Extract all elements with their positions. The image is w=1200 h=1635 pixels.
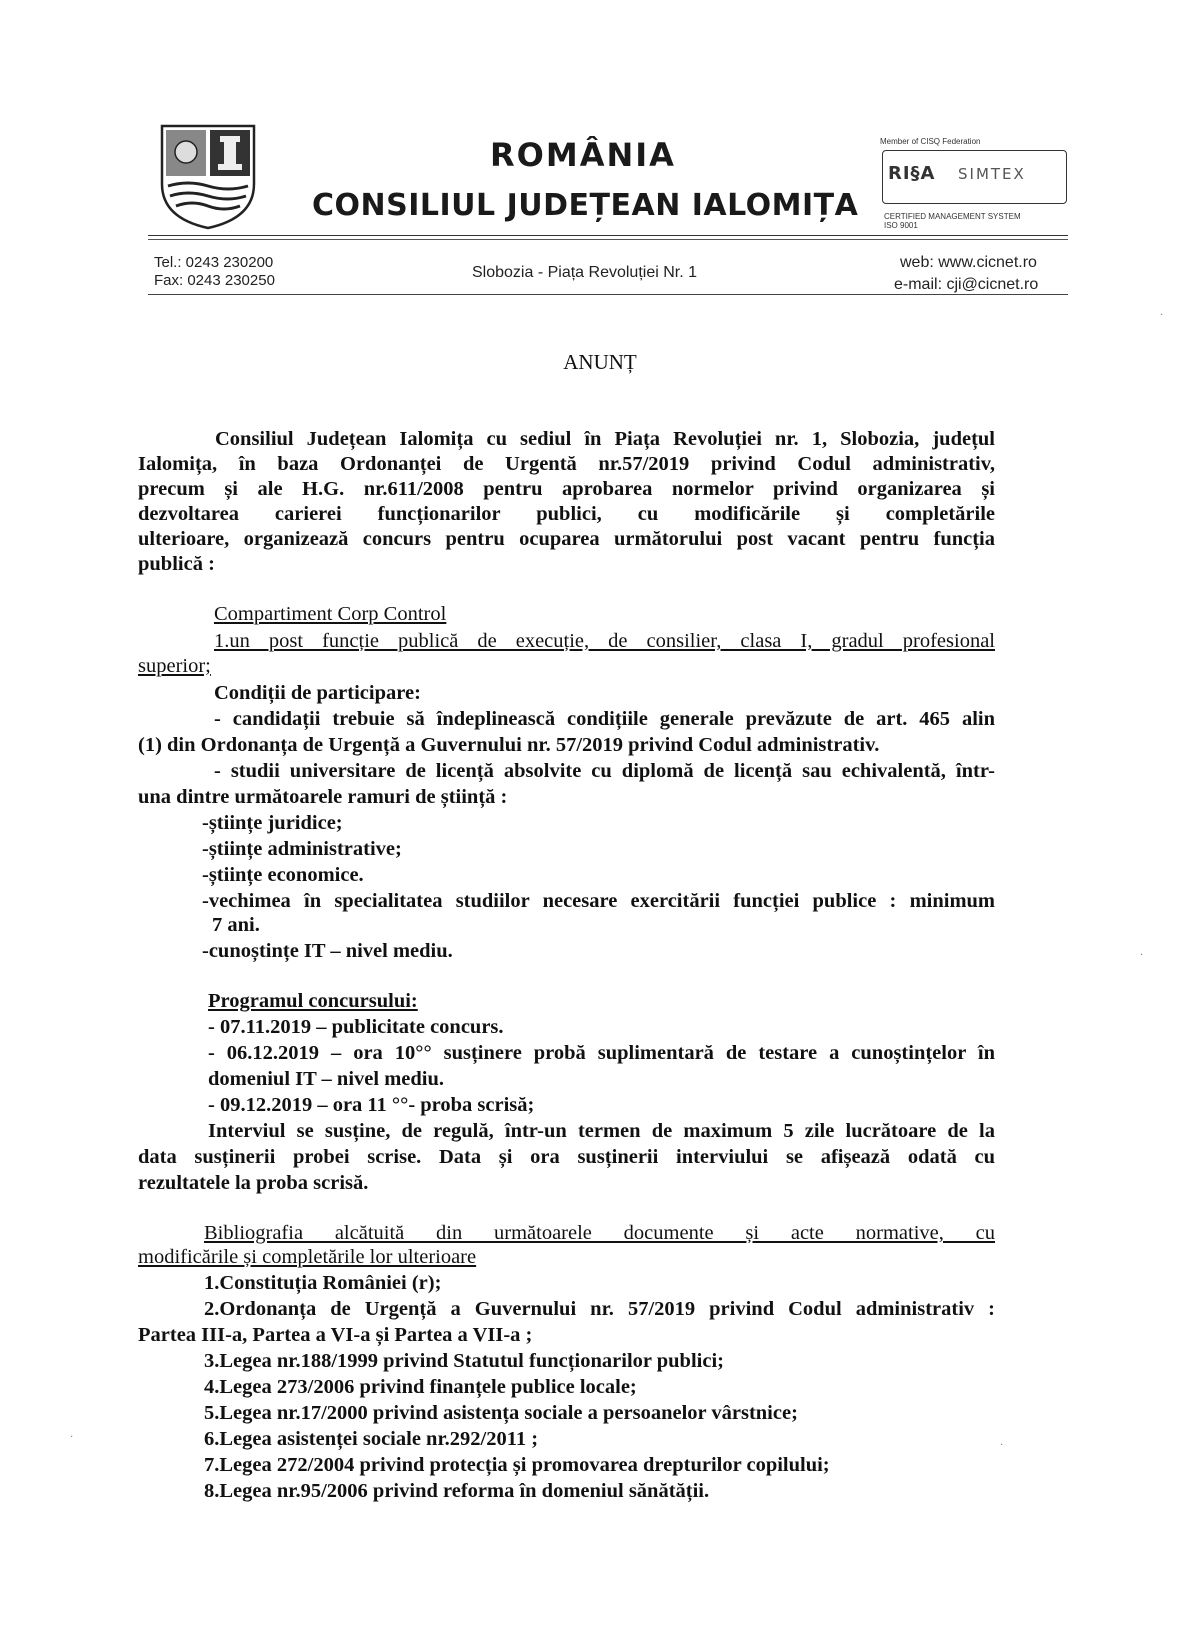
scan-speck: · (70, 1432, 74, 1443)
condition-2a: - studii universitare de licență absolvite cu diplomă de licență sau echivalentă, într- (214, 760, 995, 782)
intro-line-3: precum și ale H.G. nr.611/2008 pentru aprobarea normelor privind organizarea și (138, 478, 995, 500)
science-3: -științe economice. (202, 864, 364, 886)
bibliography-item-1: 1.Constituția României (r); (204, 1272, 442, 1294)
conditions-title: Condiții de participare: (214, 682, 421, 704)
scan-speck: · (1000, 1440, 1004, 1451)
header-fax: Fax: 0243 230250 (154, 272, 275, 289)
bibliography-item-2b: Partea III-a, Partea a VI-a și Partea a VII-a ; (138, 1324, 533, 1346)
cert-bottom-line2: ISO 9001 (884, 221, 918, 230)
program-item-1: - 07.11.2019 – publicitate concurs. (208, 1016, 504, 1038)
cert-logo-right: SIMTEX (958, 165, 1026, 183)
program-item-2b: domeniul IT – nivel mediu. (208, 1068, 444, 1090)
seniority-2: 7 ani. (212, 914, 260, 936)
intro-line-2: Ialomița, în baza Ordonanței de Urgentă nr.57/2019 privind Codul administrativ, (138, 453, 995, 475)
condition-2b: una dintre următoarele ramuri de știință : (138, 786, 508, 808)
intro-line-5: ulterioare, organizează concurs pentru ocuparea următorului post vacant pentru funcția (138, 528, 995, 550)
post-line-1: 1.un post funcție publică de execuție, de consilier, clasa I, gradul profesional (214, 630, 995, 652)
condition-1a: - candidații trebuie să îndeplinească condițiile generale prevăzute de art. 465 alin (214, 708, 995, 730)
bibliography-item-4: 4.Legea 273/2006 privind finanțele publice locale; (204, 1376, 637, 1398)
cert-logo-left: RI§A (888, 163, 936, 184)
header-divider-top-2 (148, 239, 1068, 240)
cert-bottom-line1: CERTIFIED MANAGEMENT SYSTEM (884, 212, 1021, 221)
interview-note-1: Interviul se susține, de regulă, într-un termen de maximum 5 zile lucrătoare de la (208, 1120, 995, 1142)
science-1: -științe juridice; (202, 812, 343, 834)
post-line-2: superior; (138, 655, 211, 677)
header-phone: Tel.: 0243 230200 (154, 254, 274, 271)
header-country: ROMÂNIA (490, 136, 676, 174)
intro-line-4: dezvoltarea carierei funcționarilor publici, cu modificările și completările (138, 503, 995, 525)
department-name: Compartiment Corp Control (214, 603, 447, 625)
program-title: Programul concursului: (208, 990, 418, 1012)
header-divider-top (148, 235, 1068, 236)
bibliography-item-7: 7.Legea 272/2004 privind protecția și promovarea drepturilor copilului; (204, 1454, 830, 1476)
intro-line-6: publică : (138, 553, 215, 575)
program-item-3: - 09.12.2019 – ora 11 °°- proba scrisă; (208, 1094, 535, 1116)
science-2: -științe administrative; (202, 838, 402, 860)
scan-speck: · (1160, 310, 1164, 321)
document-title: ANUNȚ (563, 350, 637, 374)
scan-speck: · (1140, 950, 1144, 961)
cert-bottom-label (884, 212, 1021, 230)
it-knowledge: -cunoștințe IT – nivel mediu. (202, 940, 453, 962)
interview-note-2: data susținerii probei scrise. Data și ora susținerii interviului se afișează odată cu (138, 1146, 995, 1168)
header-email: e-mail: cji@cicnet.ro (894, 276, 1039, 293)
condition-1b: (1) din Ordonanța de Urgență a Guvernului nr. 57/2019 privind Codul administrativ. (138, 734, 880, 756)
interview-note-3: rezultatele la proba scrisă. (138, 1172, 369, 1194)
header-divider-bottom (148, 294, 1068, 295)
cert-top-label: Member of CISQ Federation (880, 137, 981, 146)
bibliography-item-8: 8.Legea nr.95/2006 privind reforma în domeniul sănătății. (204, 1480, 710, 1502)
bibliography-item-5: 5.Legea nr.17/2000 privind asistența sociale a persoanelor vârstnice; (204, 1402, 798, 1424)
bibliography-title-2: modificările și completările lor ulterioare (138, 1246, 477, 1268)
program-item-2a: - 06.12.2019 – ora 10°° susținere probă suplimentară de testare a cunoștințelor în (208, 1042, 995, 1064)
bibliography-item-3: 3.Legea nr.188/1999 privind Statutul funcționarilor publici; (204, 1350, 724, 1372)
header-web: web: www.cicnet.ro (900, 254, 1037, 271)
header-institution: CONSILIUL JUDEȚEAN IALOMIȚA (312, 188, 859, 223)
seniority-1: -vechimea în specialitatea studiilor necesare exercitării funcției publice : minimum (202, 890, 995, 912)
bibliography-item-6: 6.Legea asistenței sociale nr.292/2011 ; (204, 1428, 539, 1450)
bibliography-item-2a: 2.Ordonanța de Urgență a Guvernului nr. 57/2019 privind Codul administrativ : (204, 1298, 995, 1320)
intro-line-1: Consiliul Județean Ialomița cu sediul în Piața Revoluției nr. 1, Slobozia, județul (215, 428, 995, 450)
bibliography-title-1: Bibliografia alcătuită din următoarele documente și acte normative, cu (204, 1222, 995, 1244)
county-coat-of-arms (158, 122, 258, 232)
header-address: Slobozia - Piața Revoluției Nr. 1 (472, 264, 697, 281)
